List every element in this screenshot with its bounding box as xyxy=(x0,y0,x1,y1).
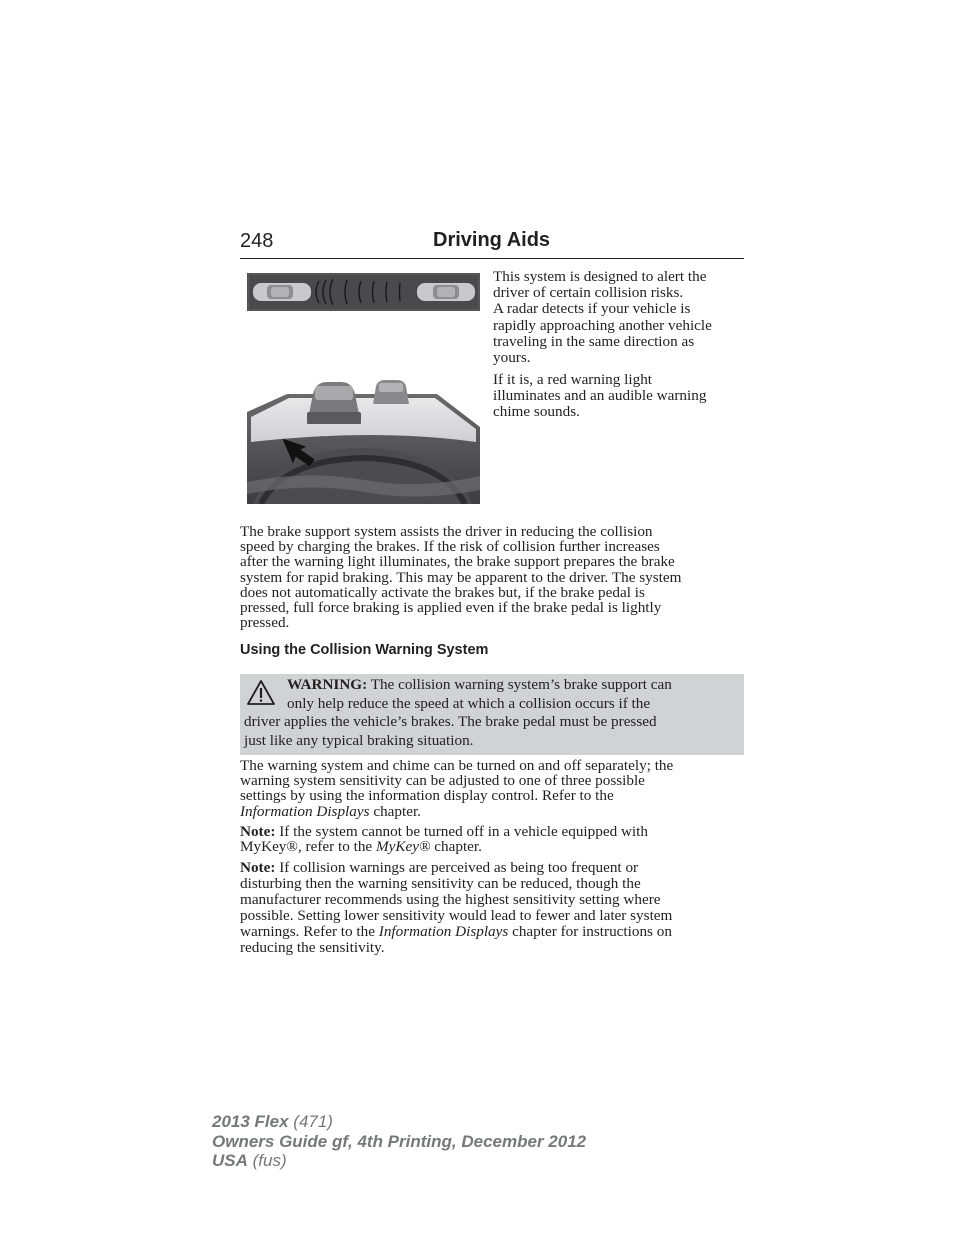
footer-market: USA xyxy=(212,1151,248,1170)
footer-model: 2013 Flex xyxy=(212,1112,289,1131)
paragraph-line: pressed. xyxy=(240,614,290,632)
page-number: 248 xyxy=(240,230,274,252)
intro-line: chime sounds. xyxy=(493,403,580,421)
intro-text xyxy=(493,269,745,366)
chapter-reference: MyKey® xyxy=(375,838,431,856)
paragraph-text: chapter. xyxy=(369,802,421,820)
paragraph-line: The warning system and chime can be turned on and off separately; the xyxy=(240,757,674,774)
paragraph-line: pressed, full force braking is applied even if the brake pedal is lightly xyxy=(240,599,662,617)
paragraph-text: MyKey®, refer to the xyxy=(240,838,376,856)
warning-line: just like any typical braking situation. xyxy=(244,732,474,750)
page-footer xyxy=(212,1112,586,1171)
paragraph-text: If the system cannot be turned off in a vehicle equipped with xyxy=(275,823,648,840)
intro-line: A radar detects if your vehicle is xyxy=(493,300,691,318)
note-label: Note: xyxy=(240,823,276,840)
warning-line: driver applies the vehicle’s brakes. The brake pedal must be pressed xyxy=(244,713,657,731)
chapter-reference: Information Displays xyxy=(240,802,370,820)
radar-signal-figure xyxy=(247,273,480,311)
paragraph-line: warning system sensitivity can be adjusted to one of three possible xyxy=(240,772,645,790)
paragraph-line: possible. Setting lower sensitivity would lead to fewer and later system xyxy=(240,907,673,925)
warning-label: WARNING: xyxy=(287,676,368,693)
car-icon xyxy=(373,380,409,404)
paragraph-text: If collision warnings are perceived as being too frequent or xyxy=(275,859,639,876)
paragraph-line: The brake support system assists the driver in reducing the collision xyxy=(240,523,653,540)
page-title: Driving Aids xyxy=(433,229,551,251)
sensitivity-paragraph xyxy=(240,758,746,819)
warning-light-text xyxy=(493,372,745,421)
dashboard-warning-figure xyxy=(247,372,480,504)
paragraph-line: manufacturer recommends using the highest sensitivity setting where xyxy=(240,891,661,909)
intro-line: rapidly approaching another vehicle xyxy=(493,316,712,334)
paragraph-line: does not automatically activate the brakes but, if the brake pedal is xyxy=(240,583,645,601)
note-mykey xyxy=(240,824,746,854)
section-heading: Using the Collision Warning System xyxy=(240,642,489,658)
warning-box xyxy=(240,674,744,755)
car-icon xyxy=(307,382,361,424)
intro-line: yours. xyxy=(493,349,531,367)
footer-model-code: (471) xyxy=(288,1112,333,1131)
intro-line: If it is, a red warning light xyxy=(493,371,653,388)
paragraph-text: warnings. Refer to the xyxy=(240,923,379,941)
footer-guide: Owners Guide gf, 4th Printing, December 2012 xyxy=(212,1131,587,1151)
note-sensitivity xyxy=(240,860,746,957)
note-label: Note: xyxy=(240,859,276,876)
chapter-reference: Information Displays xyxy=(378,923,509,941)
warning-line: only help reduce the speed at which a collision occurs if the xyxy=(287,694,651,712)
car-icon xyxy=(417,283,475,301)
page-header xyxy=(240,228,744,259)
paragraph-text: chapter for instructions on xyxy=(508,923,672,941)
intro-line: illuminates and an audible warning xyxy=(493,387,707,405)
footer-market-code: (fus) xyxy=(247,1151,287,1170)
paragraph-line: system for rapid braking. This may be apparent to the driver. The system xyxy=(240,568,682,586)
warning-text xyxy=(244,676,738,751)
brake-support-paragraph xyxy=(240,524,746,630)
paragraph-text: chapter. xyxy=(430,838,482,856)
intro-line: This system is designed to alert the xyxy=(493,268,707,285)
paragraph-line: speed by charging the brakes. If the risk of collision further increases xyxy=(240,538,660,556)
warning-line: The collision warning system’s brake support can xyxy=(370,676,672,693)
intro-line: driver of certain collision risks. xyxy=(493,284,684,302)
paragraph-line: settings by using the information display control. Refer to the xyxy=(240,787,614,805)
paragraph-line: disturbing then the warning sensitivity can be reduced, though the xyxy=(240,875,641,893)
paragraph-line: reducing the sensitivity. xyxy=(240,939,385,957)
car-icon xyxy=(253,283,311,301)
intro-line: traveling in the same direction as xyxy=(493,332,695,350)
paragraph-line: after the warning light illuminates, the brake support prepares the brake xyxy=(240,553,675,571)
